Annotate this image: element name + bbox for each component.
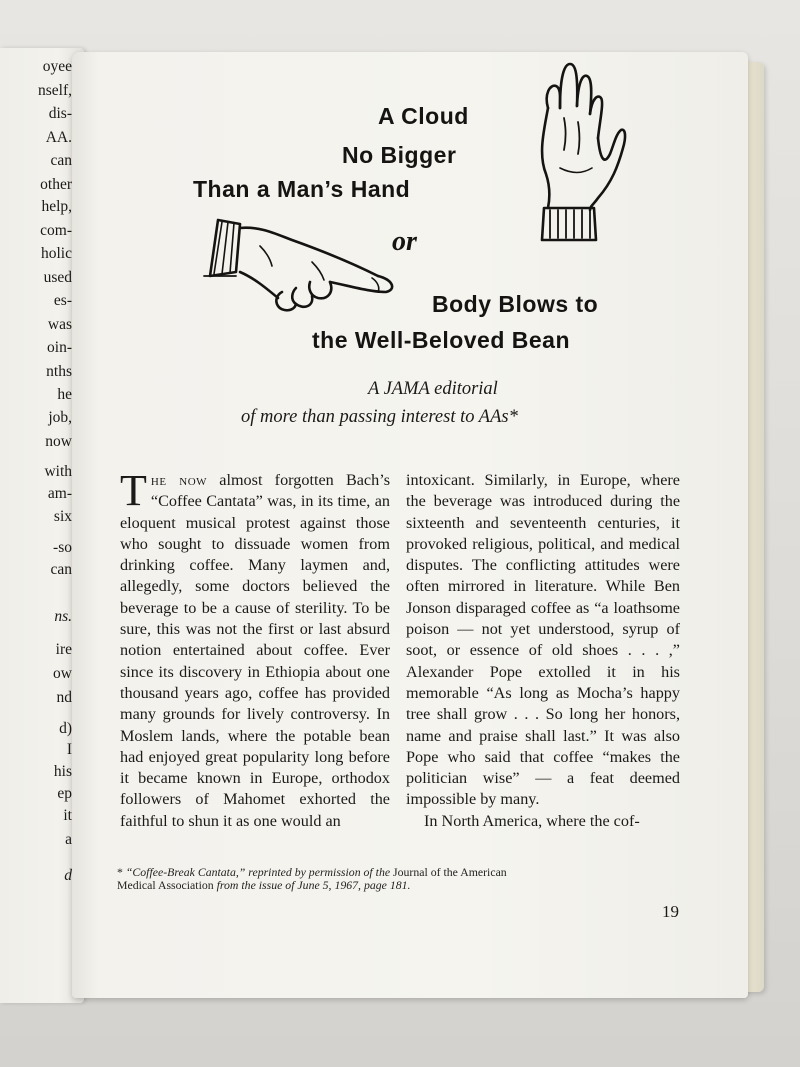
left-page-line: other bbox=[40, 176, 72, 193]
left-page-line: oin- bbox=[47, 339, 72, 356]
title-or: or bbox=[392, 226, 417, 257]
left-page-line: ow bbox=[53, 665, 72, 682]
left-page-line: can bbox=[50, 561, 72, 578]
left-page-line: I bbox=[66, 741, 72, 758]
raised-hand-icon bbox=[520, 58, 630, 248]
article-column-1 bbox=[120, 466, 391, 832]
left-page-line: ep bbox=[57, 785, 72, 802]
left-page-line: nself, bbox=[37, 82, 72, 99]
left-page-line: -so bbox=[53, 539, 72, 556]
left-page-line: d) bbox=[59, 720, 72, 737]
left-page-line: a bbox=[65, 831, 72, 848]
left-page-line: d bbox=[64, 867, 72, 884]
left-page-line: ns. bbox=[54, 608, 72, 625]
column-2-paragraph-1: intoxicant. Similarly, in Europe, where the beverage was introduced during the sixteenth and seventeenth centuries, it provoked religious, political, and medical disputes. The conflicting attitudes were often mirrored in literature. While Ben Jonson disparaged coffee as “a loathsome poison — not yet understood, syrup of soot, or essence of old shoes . . . ,” Alexander Pope extolled it in his memorable “As long as Mocha’s happy tree shall grow . . . So long her honors, name and praise shall last.” It was also Pope who said that coffee “makes the politician wise” — a feat deemed impossible by many. bbox=[406, 471, 680, 809]
left-page-line: nths bbox=[46, 363, 72, 380]
left-page-line: it bbox=[63, 807, 72, 824]
drop-cap: T bbox=[120, 466, 147, 515]
left-page-line: can bbox=[50, 152, 72, 169]
left-page-line: dis- bbox=[48, 105, 72, 122]
pointing-hand-icon bbox=[200, 212, 400, 312]
left-page-line: holic bbox=[41, 245, 72, 262]
left-page-line: am- bbox=[47, 485, 72, 502]
title-line-5: Body Blows to bbox=[432, 291, 599, 317]
title-line-2: No Bigger bbox=[342, 142, 457, 168]
left-page-line: with bbox=[44, 463, 72, 480]
left-page-line: es- bbox=[53, 292, 72, 309]
article-column-2 bbox=[406, 470, 680, 832]
left-page-line: help, bbox=[41, 198, 72, 215]
left-page-line: com- bbox=[40, 222, 72, 239]
left-page-line: oyee bbox=[42, 58, 72, 75]
title-line-3: Than a Man’s Hand bbox=[193, 176, 411, 202]
left-page-line: used bbox=[43, 269, 72, 286]
left-page-line: ire bbox=[55, 641, 72, 658]
title-line-1: A Cloud bbox=[378, 103, 469, 129]
left-page-line: six bbox=[53, 508, 72, 525]
title-line-6: the Well-Beloved Bean bbox=[312, 327, 571, 353]
lead-in-smallcaps: he now bbox=[150, 471, 208, 489]
page-number: 19 bbox=[662, 902, 679, 921]
subtitle-line-1: A JAMA editorial bbox=[368, 379, 498, 399]
left-page-line: AA. bbox=[45, 129, 72, 146]
column-1-text: almost forgotten Bach’s “Coffee Cantata” was, in its time, an eloquent musical protest against those who sought to dissuade women from drinking coffee. Many laymen and, allegedly, some doctors believed the beverage to be a cause of sterility. To be sure, this was not the first or last absurd notion entertained about coffee. Ever since its discovery in Ethiopia about one thousand years ago, coffee has provided many grounds for lively controversy. In Moslem lands, where the potable bean had enjoyed great popularity long before it became known in Europe, orthodox followers of Mahomet exhorted the faithful to shun it as one would an bbox=[120, 471, 391, 830]
left-page-line: job, bbox=[48, 409, 72, 426]
left-page-line: was bbox=[47, 316, 72, 333]
left-page-line: his bbox=[53, 763, 72, 780]
subtitle-line-2: of more than passing interest to AAs* bbox=[241, 407, 518, 427]
left-page-line: nd bbox=[56, 689, 72, 706]
column-2-paragraph-2: In North America, where the cof- bbox=[424, 811, 640, 830]
footnote: * “Coffee-Break Cantata,” reprinted by permission of the Journal of the American Medical Association from the issue of June 5, 1967, page 181. bbox=[117, 865, 507, 892]
left-page-line: now bbox=[45, 433, 72, 450]
left-page-line: he bbox=[57, 386, 72, 403]
